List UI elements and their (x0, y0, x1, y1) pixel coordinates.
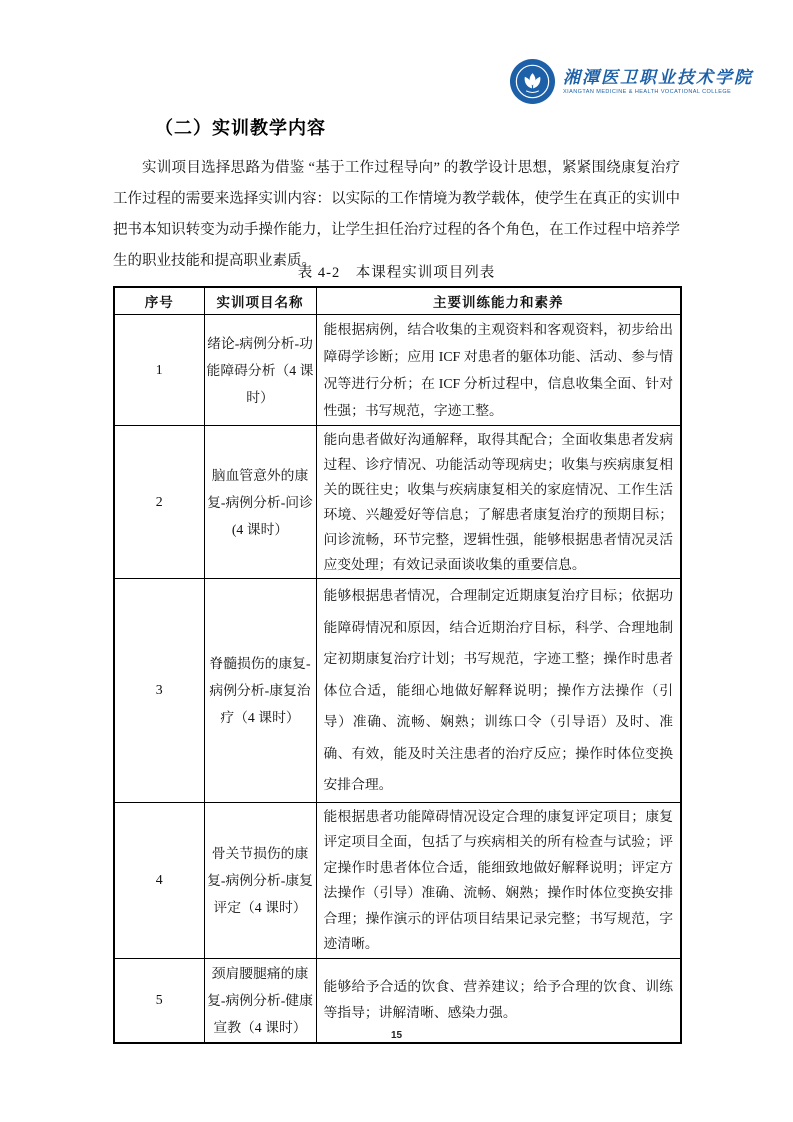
column-header-abilities: 主要训练能力和素养 (316, 287, 681, 315)
college-name-cn: 湘潭医卫职业技术学院 (563, 68, 753, 87)
page-number: 15 (390, 1030, 403, 1041)
training-projects-table (113, 286, 682, 1044)
row-number: 2 (114, 426, 204, 579)
college-name-block (563, 68, 753, 95)
project-name: 脊髓损伤的康复-病例分析-康复治疗（4 课时） (204, 579, 316, 803)
project-name: 颈肩腰腿痛的康复-病例分析-健康宣教（4 课时） (204, 958, 316, 1043)
intro-paragraph: 实训项目选择思路为借鉴 “基于工作过程导向” 的教学设计思想，紧紧围绕康复治疗工作过程的需要来选择实训内容：以实际的工作情境为教学载体，使学生在真正的实训中把书本知识转变为动手操作能力，让学生担任治疗过程的各个角色，在工作过程中培养学生的职业技能和提高职业素质。 (113, 160, 680, 269)
section-heading: （二）实训教学内容 (155, 118, 326, 138)
project-name: 脑血管意外的康复-病例分析-问诊(4 课时） (204, 426, 316, 579)
abilities-text: 能根据患者功能障碍情况设定合理的康复评定项目；康复评定项目全面，包括了与疾病相关的所有检查与试验；评定操作时患者体位合适，能细致地做好解释说明；评定方法操作（引导）准确、流畅、娴熟；操作时体位变换安排合理；操作演示的评估项目结果记录完整；书写规范，字迹清晰。 (316, 802, 681, 958)
row-number: 5 (114, 958, 204, 1043)
college-name-en: XIANGTAN MEDICINE & HEALTH VOCATIONAL COLLEGE (563, 89, 732, 95)
row-number: 1 (114, 315, 204, 426)
table-header-row (114, 287, 681, 315)
row-number: 4 (114, 802, 204, 958)
college-logo (509, 58, 753, 105)
table-caption: 表 4-2 本课程实训项目列表 (297, 265, 496, 281)
table-row (114, 802, 681, 958)
column-header-no: 序号 (114, 287, 204, 315)
table-row (114, 579, 681, 803)
project-name: 骨关节损伤的康复-病例分析-康复评定（4 课时） (204, 802, 316, 958)
table-row (114, 315, 681, 426)
column-header-project-name: 实训项目名称 (204, 287, 316, 315)
abilities-text: 能够给予合适的饮食、营养建议；给予合理的饮食、训练等指导；讲解清晰、感染力强。 (316, 958, 681, 1043)
abilities-text: 能向患者做好沟通解释，取得其配合；全面收集患者发病过程、诊疗情况、功能活动等现病史；收集与疾病康复相关的既往史；收集与疾病康复相关的家庭情况、工作生活环境、兴趣爱好等信息；了解患者康复治疗的预期目标；问诊流畅，环节完整，逻辑性强，能够根据患者情况灵活应变处理；有效记录面谈收集的重要信息。 (316, 426, 681, 579)
abilities-text: 能够根据患者情况，合理制定近期康复治疗目标；依据功能障碍情况和原因，结合近期治疗目标，科学、合理地制定初期康复治疗计划；书写规范，字迹工整；操作时患者体位合适，能细心地做好解释说明；操作方法操作（引导）准确、流畅、娴熟；训练口令（引导语）及时、准确、有效，能及时关注患者的治疗反应；操作时体位变换安排合理。 (316, 579, 681, 803)
table-row (114, 426, 681, 579)
project-name: 绪论-病例分析-功能障碍分析（4 课时） (204, 315, 316, 426)
row-number: 3 (114, 579, 204, 803)
college-emblem-icon (509, 58, 556, 105)
abilities-text: 能根据病例，结合收集的主观资料和客观资料，初步给出障碍学诊断；应用 ICF 对患者的躯体功能、活动、参与情况等进行分析；在 ICF 分析过程中，信息收集全面、针对性强；书写规范，字迹工整。 (316, 315, 681, 426)
